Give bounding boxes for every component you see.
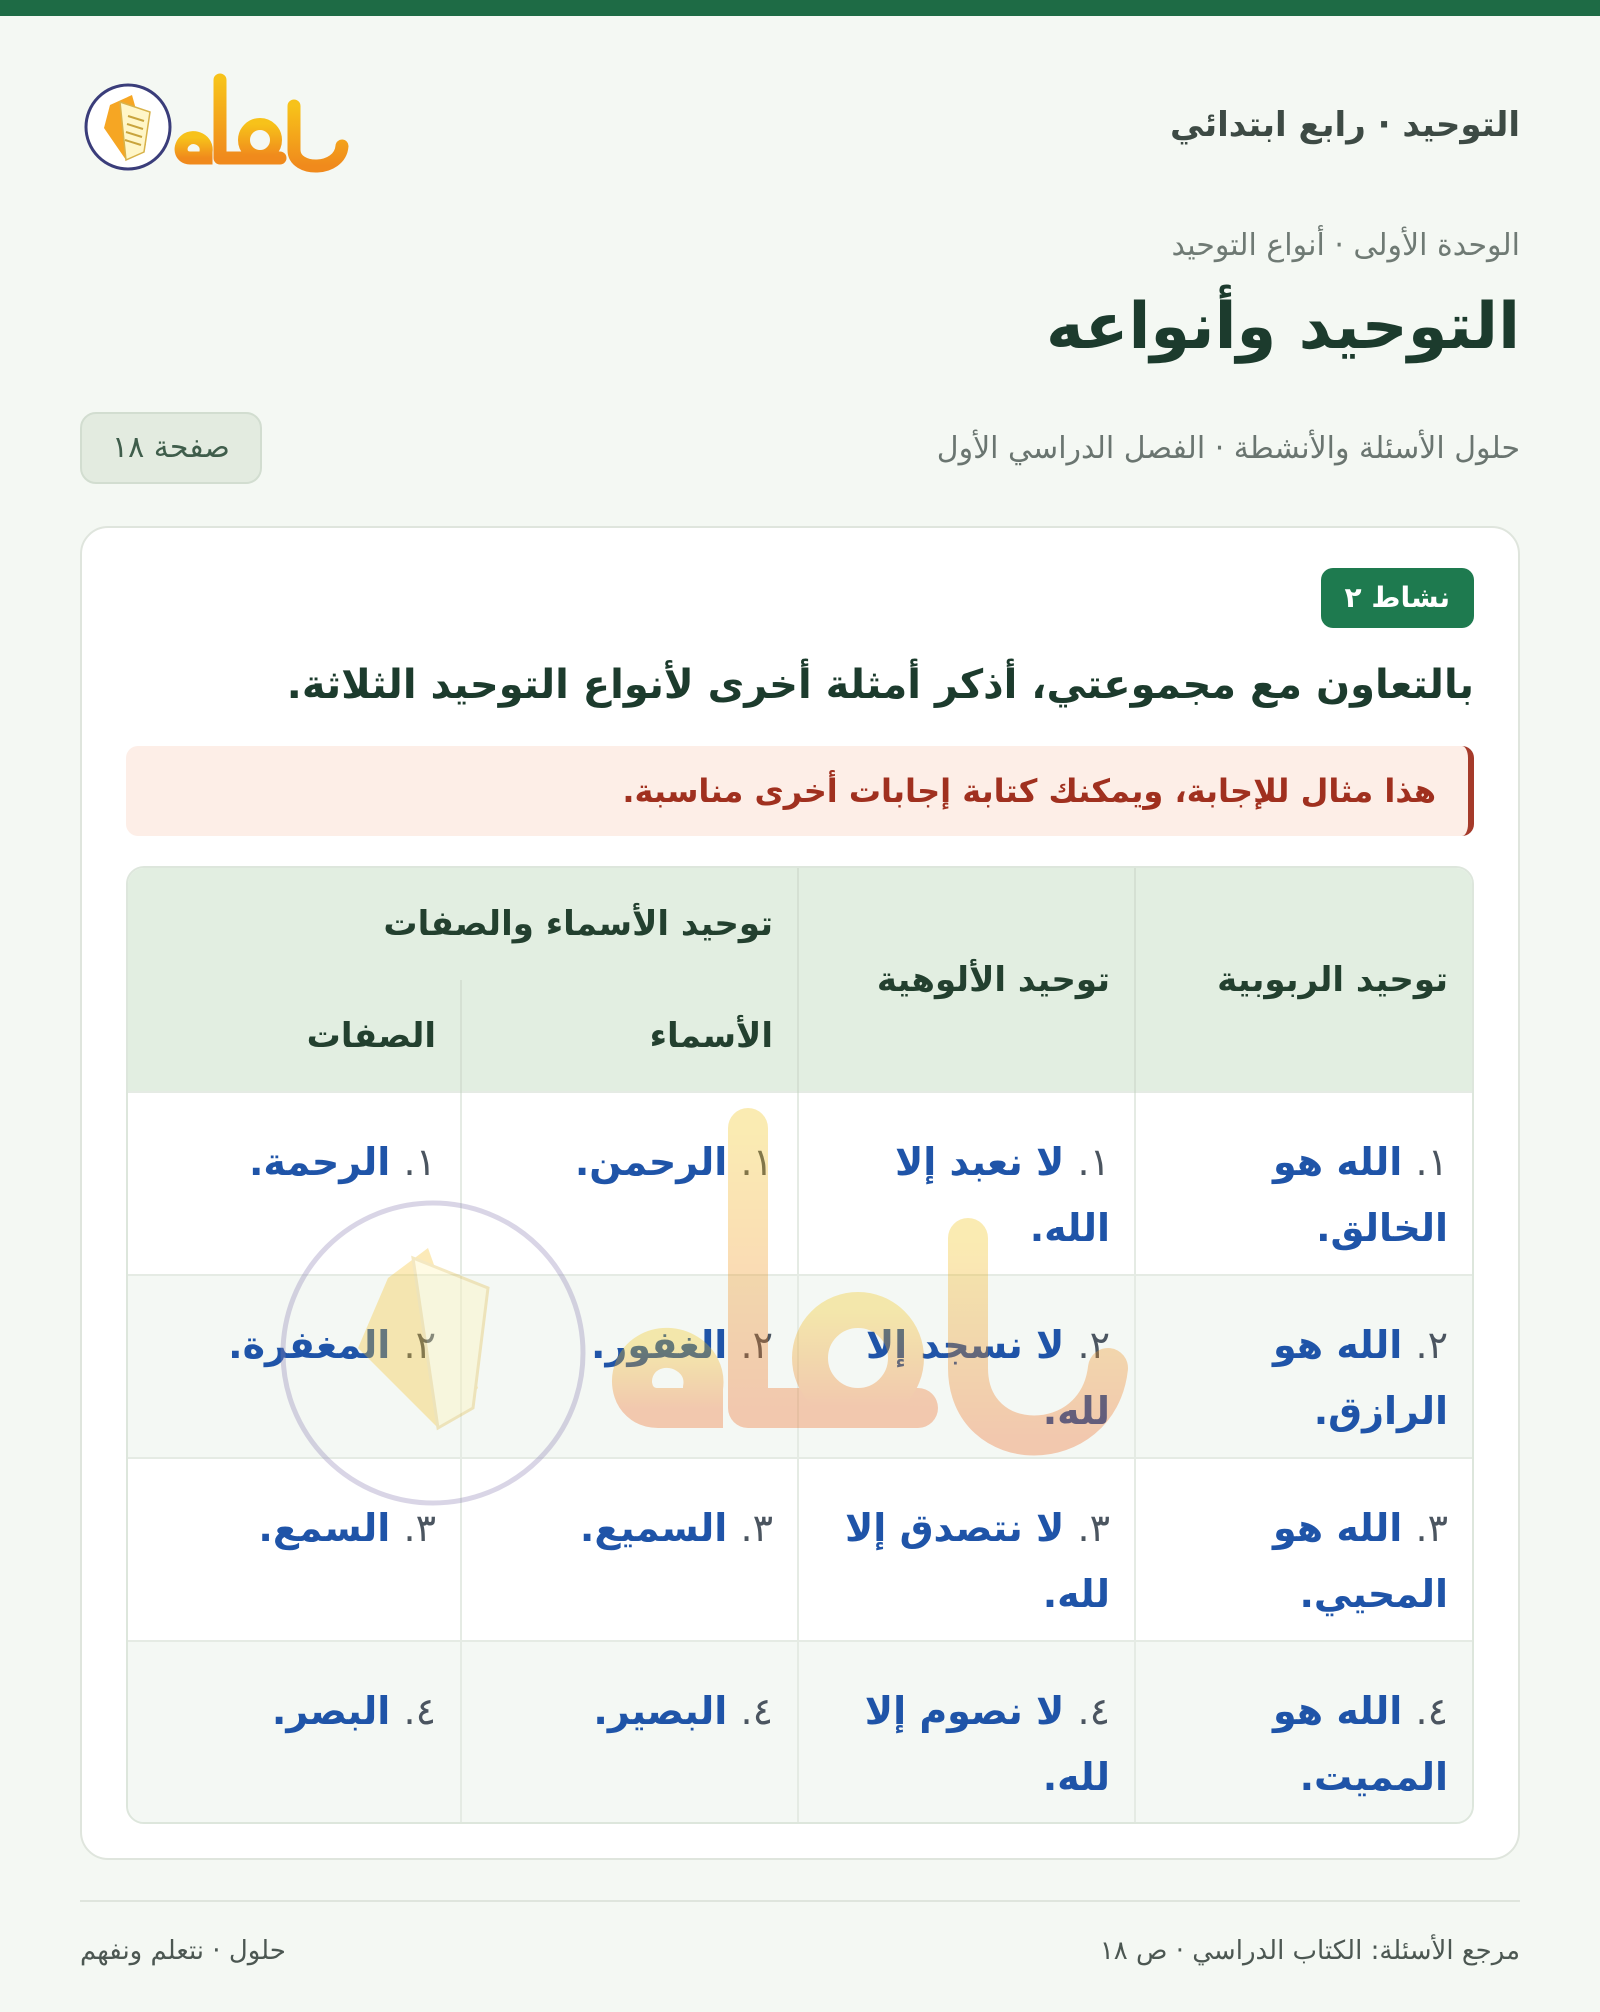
cell-sifat [126, 1641, 461, 1824]
activity-badge: نشاط ٢ [1321, 568, 1474, 628]
cell-asma [461, 1458, 798, 1641]
lesson-title: التوحيد وأنواعه [1045, 290, 1520, 364]
cell-rububiyya [1135, 1092, 1472, 1275]
cell-asma [461, 1641, 798, 1824]
header-uluhiyya: توحيد الألوهية [798, 868, 1135, 1092]
row-number: ٢. [1077, 1323, 1110, 1367]
row-number: ٢. [740, 1323, 773, 1367]
cell-sifat [126, 1092, 461, 1275]
answer-text: الله هو المحيي. [1272, 1506, 1448, 1616]
answer-text: السميع. [579, 1506, 728, 1550]
answer-text: الرحمن. [574, 1140, 728, 1184]
answer-text: الغفور. [591, 1323, 728, 1367]
cell-sifat [126, 1275, 461, 1458]
brand-logo[interactable] [80, 60, 370, 190]
answers-table [126, 866, 1474, 1824]
row-number: ٤. [403, 1689, 436, 1733]
answer-text: لا نصوم إلا لله. [864, 1689, 1110, 1799]
answer-text: المغفرة. [228, 1323, 391, 1367]
row-number: ١. [403, 1140, 436, 1184]
table-row [126, 1641, 1472, 1824]
row-number: ٢. [1415, 1323, 1448, 1367]
row-number: ٤. [1415, 1689, 1448, 1733]
row-number: ٤. [740, 1689, 773, 1733]
row-number: ٣. [403, 1506, 436, 1550]
answer-text: الله هو المميت. [1272, 1689, 1448, 1799]
row-number: ٢. [403, 1323, 436, 1367]
top-accent-bar [0, 0, 1600, 16]
header-sifat: الصفات [126, 980, 461, 1092]
logo-icon [80, 60, 370, 190]
answer-text: السمع. [258, 1506, 391, 1550]
lesson-meta-row [80, 412, 1520, 484]
cell-rububiyya [1135, 1641, 1472, 1824]
page-footer [80, 1926, 1520, 1976]
table-row [126, 1275, 1472, 1458]
unit-breadcrumb: الوحدة الأولى · أنواع التوحيد [1171, 228, 1520, 263]
row-number: ١. [1415, 1140, 1448, 1184]
cell-asma [461, 1092, 798, 1275]
answer-text: البصر. [271, 1689, 391, 1733]
answer-text: لا نعبد إلا الله. [894, 1140, 1110, 1250]
table-row [126, 1092, 1472, 1275]
cell-sifat [126, 1458, 461, 1641]
cell-asma [461, 1275, 798, 1458]
table-row [126, 1458, 1472, 1641]
row-number: ١. [740, 1140, 773, 1184]
footer-divider [80, 1900, 1520, 1902]
activity-card [80, 526, 1520, 1860]
answer-text: الرحمة. [248, 1140, 391, 1184]
cell-uluhiyya [798, 1641, 1135, 1824]
header-asma: الأسماء [461, 980, 798, 1092]
answer-text: البصير. [593, 1689, 728, 1733]
page-number-badge: صفحة ١٨ [80, 412, 262, 484]
answer-text: لا نسجد إلا لله. [865, 1323, 1110, 1433]
page-header [80, 60, 1520, 190]
cell-uluhiyya [798, 1092, 1135, 1275]
activity-question: بالتعاون مع مجموعتي، أذكر أمثلة أخرى لأنواع التوحيد الثلاثة. [286, 662, 1474, 708]
footer-brand: حلول · نتعلم ونفهم [80, 1936, 286, 1966]
header-rububiyya: توحيد الربوبية [1135, 868, 1472, 1092]
row-number: ١. [1077, 1140, 1110, 1184]
row-number: ٣. [740, 1506, 773, 1550]
answer-note: هذا مثال للإجابة، ويمكنك كتابة إجابات أخرى مناسبة. [126, 746, 1474, 836]
row-number: ٤. [1077, 1689, 1110, 1733]
lesson-meta-text: حلول الأسئلة والأنشطة · الفصل الدراسي الأول [936, 430, 1520, 466]
answer-text: الله هو الخالق. [1272, 1140, 1448, 1250]
answer-text: لا نتصدق إلا لله. [845, 1506, 1110, 1616]
cell-rububiyya [1135, 1458, 1472, 1641]
cell-uluhiyya [798, 1275, 1135, 1458]
row-number: ٣. [1415, 1506, 1448, 1550]
footer-reference: مرجع الأسئلة: الكتاب الدراسي · ص ١٨ [1099, 1936, 1520, 1966]
row-number: ٣. [1077, 1506, 1110, 1550]
cell-rububiyya [1135, 1275, 1472, 1458]
subject-title: التوحيد · رابع ابتدائي [1169, 105, 1520, 145]
answer-text: الله هو الرازق. [1272, 1323, 1448, 1433]
header-asma-sifat: توحيد الأسماء والصفات [126, 868, 798, 980]
cell-uluhiyya [798, 1458, 1135, 1641]
